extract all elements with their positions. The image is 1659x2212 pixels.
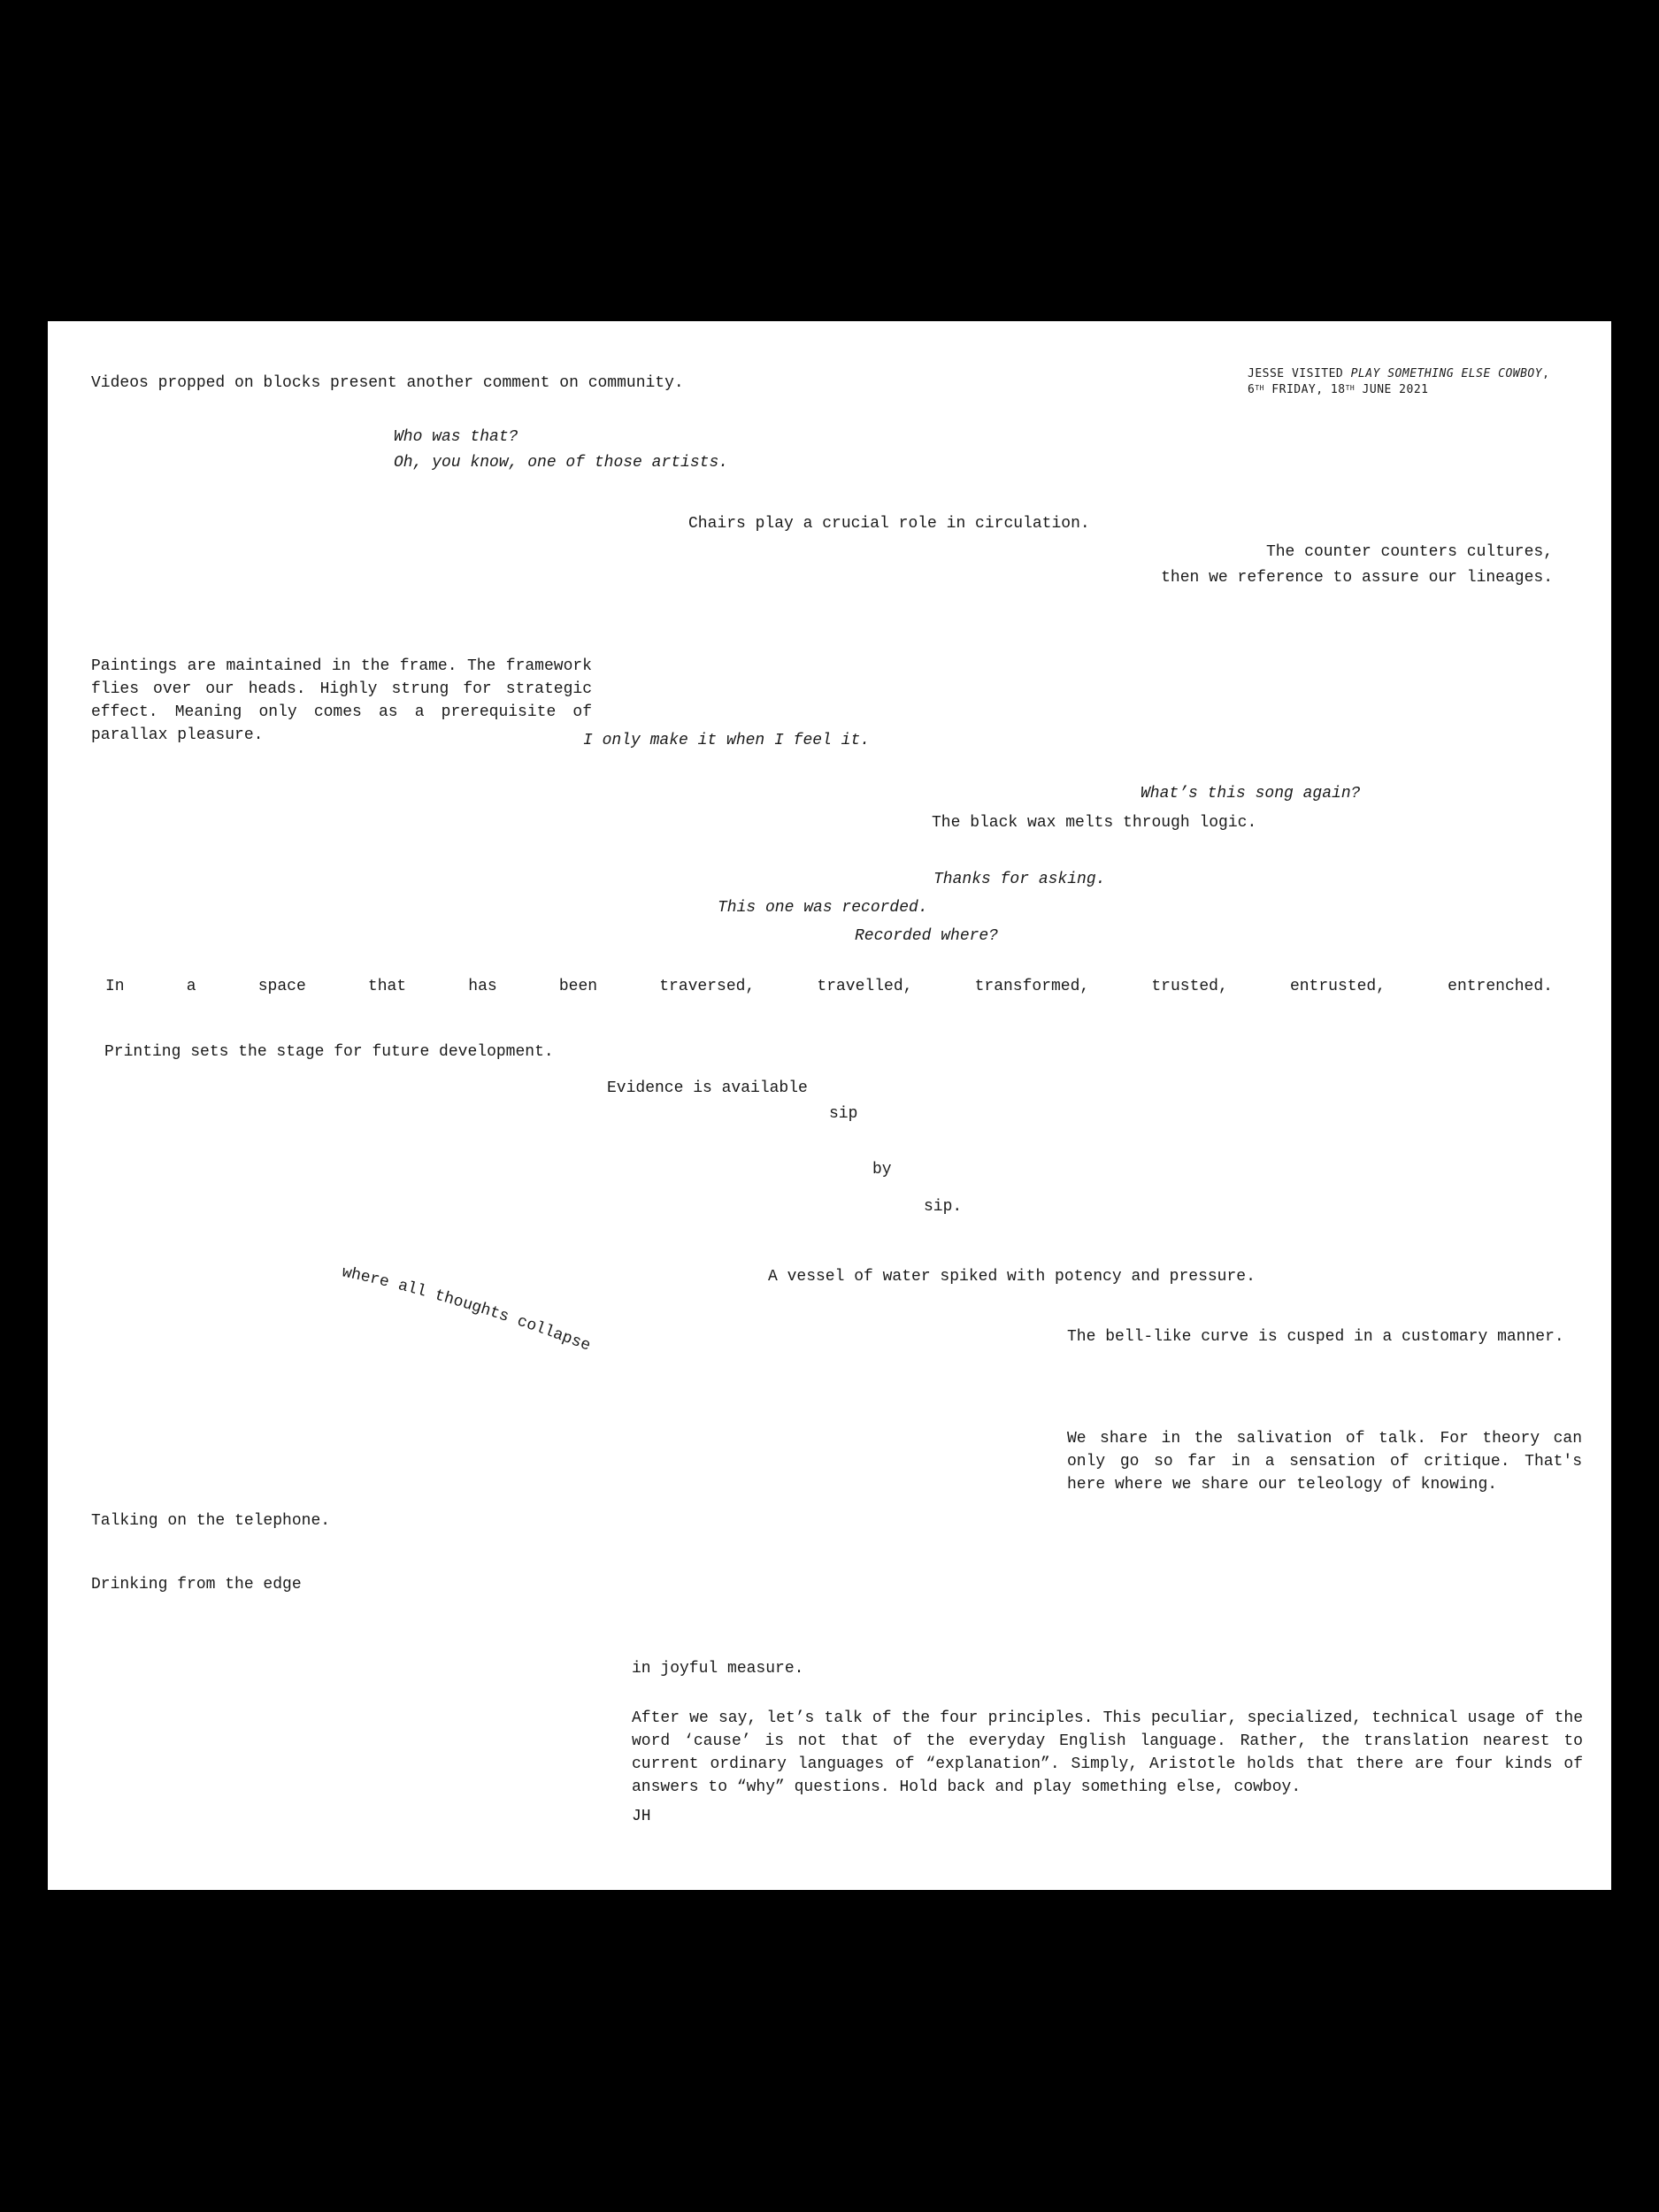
word-by: by <box>872 1161 892 1179</box>
curved-text-path: where all thoughts collapse <box>340 1263 593 1356</box>
word-sip-second: sip. <box>924 1198 963 1216</box>
day-name: FRIDAY, <box>1271 383 1324 396</box>
visit-suffix: , <box>1542 367 1550 380</box>
line-chairs: Chairs play a crucial role in circulation. <box>688 515 1090 533</box>
day-ordinal: TH <box>1255 384 1264 392</box>
line-printing: Printing sets the stage for future development. <box>104 1043 554 1061</box>
line-vessel: A vessel of water spiked with potency and pressure. <box>768 1268 1256 1286</box>
line-feel-it: I only make it when I feel it. <box>583 732 871 749</box>
line-joyful-measure: in joyful measure. <box>632 1660 804 1678</box>
space-word: entrusted, <box>1289 978 1386 995</box>
line-thanks: Thanks for asking. <box>933 871 1106 888</box>
space-word: entrenched. <box>1448 978 1553 995</box>
line-recorded: This one was recorded. <box>718 899 928 917</box>
space-word: trusted, <box>1151 978 1228 995</box>
line-black-wax: The black wax melts through logic. <box>932 814 1257 832</box>
line-telephone: Talking on the telephone. <box>91 1512 331 1530</box>
line-song-again: What’s this song again? <box>1141 785 1361 803</box>
date-rest: JUNE 2021 <box>1362 383 1429 396</box>
paragraph-salivation: We share in the salivation of talk. For theory can only go so far in a sensation of critique. That's here where we share our teleology of knowing. <box>1067 1430 1582 1494</box>
space-word: space <box>257 978 306 995</box>
space-word: transformed, <box>974 978 1090 995</box>
space-word: traversed, <box>659 978 756 995</box>
visit-credit-line1 <box>1248 366 1549 382</box>
space-word: that <box>367 978 407 995</box>
visit-credit <box>1248 366 1549 398</box>
line-reference: then we reference to assure our lineages. <box>1161 569 1553 587</box>
line-counter: The counter counters cultures, <box>1265 543 1553 561</box>
signature-initials: JH <box>632 1808 651 1825</box>
word-sip-first: sip <box>829 1105 858 1123</box>
visit-prefix: JESSE VISITED <box>1248 367 1351 380</box>
paragraph-four-principles: After we say, let’s talk of the four principles. This peculiar, specialized, technical usage of the word ‘cause’ is not that of the everyday English language. Rather, the translation nearest to current ordinary languages of “explanation”. Simply, Aristotle holds that there are four kinds of answers to “why” questions. Hold back and play something else, cowboy. <box>632 1709 1583 1796</box>
day-number: 6 <box>1248 383 1256 396</box>
line-recorded-where: Recorded where? <box>855 927 999 945</box>
line-space-spread <box>105 975 1553 998</box>
space-word: a <box>186 978 196 995</box>
space-word: been <box>558 978 598 995</box>
date-ordinal: TH <box>1345 384 1356 392</box>
space-word: In <box>105 978 125 995</box>
space-word: has <box>468 978 497 995</box>
line-drinking-edge: Drinking from the edge <box>91 1576 302 1594</box>
line-evidence: Evidence is available <box>607 1079 808 1097</box>
date-number: 18 <box>1330 383 1346 396</box>
poem-sheet <box>48 321 1611 1890</box>
curved-line-collapse <box>292 1258 593 1364</box>
line-one-of-those-artists: Oh, you know, one of those artists. <box>394 454 729 472</box>
exhibition-title: PLAY SOMETHING ELSE COWBOY <box>1350 367 1543 380</box>
visit-credit-line2 <box>1248 382 1549 398</box>
curved-text-collapse <box>341 1263 593 1355</box>
line-who-was-that: Who was that? <box>394 428 518 446</box>
line-videos: Videos propped on blocks present another comment on community. <box>91 374 684 392</box>
paragraph-paintings: Paintings are maintained in the frame. The framework flies over our heads. Highly strung for strategic effect. Meaning only comes as a prerequisite of parallax pleasure. <box>91 657 592 744</box>
space-word: travelled, <box>817 978 913 995</box>
line-bell-curve: The bell-like curve is cusped in a customary manner. <box>1067 1328 1564 1346</box>
